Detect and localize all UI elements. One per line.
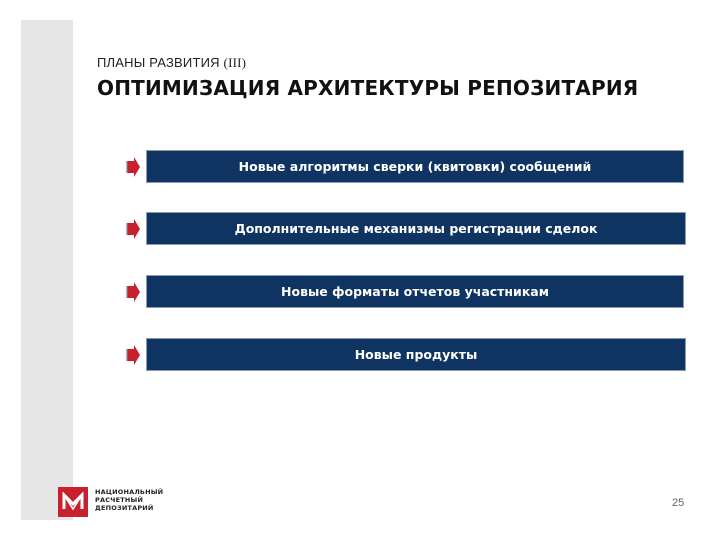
item-box: Новые форматы отчетов участникам — [146, 275, 684, 308]
logo-wordmark — [95, 488, 163, 512]
arrow-right-icon — [126, 219, 140, 239]
list-item — [126, 212, 686, 245]
logo-line: РАСЧЕТНЫЙ — [95, 496, 144, 504]
arrow-right-icon — [126, 282, 140, 302]
arrow-right-icon — [126, 345, 140, 365]
item-box: Новые алгоритмы сверки (квитовки) сообщений — [146, 150, 684, 183]
logo-line: НАЦИОНАЛЬНЫЙ — [95, 488, 164, 496]
subtitle-text: ПЛАНЫ РАЗВИТИЯ — [97, 55, 220, 70]
list-item — [126, 150, 686, 183]
page-number: 25 — [672, 497, 685, 509]
logo-line: ДЕПОЗИТАРИЙ — [95, 504, 154, 512]
list-item — [126, 275, 686, 308]
left-sidebar-band — [21, 20, 73, 520]
section-subtitle — [97, 55, 246, 71]
company-logo — [58, 487, 88, 517]
arrow-right-icon — [126, 157, 140, 177]
subtitle-roman-numeral: (III) — [223, 55, 247, 70]
page-title: ОПТИМИЗАЦИЯ АРХИТЕКТУРЫ РЕПОЗИТАРИЯ — [97, 76, 639, 100]
list-item — [126, 338, 686, 371]
item-box: Дополнительные механизмы регистрации сделок — [146, 212, 686, 245]
item-box: Новые продукты — [146, 338, 686, 371]
